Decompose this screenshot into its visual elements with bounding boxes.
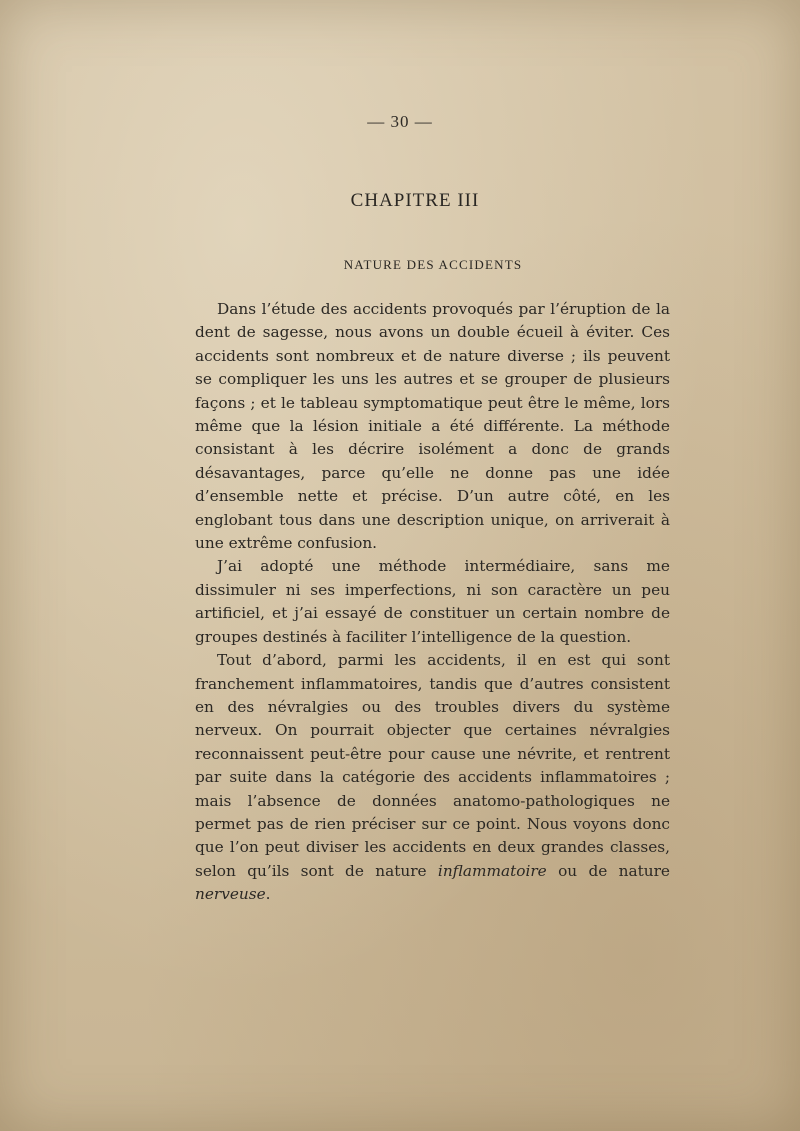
paragraph-2: J’ai adopté une méthode intermédiaire, sans me dissimuler ni ses imperfections, ni son caractère un peu artificiel, et j’ai essayé de constituer un certain nombre de groupes destinés à faciliter l’intelligence de la question. bbox=[195, 557, 670, 646]
emphasis-nerveuse: nerveuse bbox=[195, 885, 266, 904]
paragraph-3-text-before: Tout d’abord, parmi les accidents, il en est qui sont franchement inflammatoires, tandis que d’autres consistent en des névralgies ou des troubles divers du système nerveux. On pourrait objecter que certaines névralgies reconnaissent peut-être pour cause une névrite, et rentrent par suite dans la catégorie des accidents inflammatoires ; mais l’absence de données anatomo-pathologiques ne permet pas de rien préciser sur ce point. Nous voyons donc que l’on peut diviser les accidents en deux grandes classes, selon qu’ils sont de nature bbox=[195, 651, 670, 880]
paragraph-1: Dans l’étude des accidents provoqués par l’éruption de la dent de sagesse, nous avons un double écueil à éviter. Ces accidents sont nombreux et de nature diverse ; ils peuvent se compliquer les uns les autres et se grouper de plusieurs façons ; et le tableau symptomatique peut être le même, lors même que la lésion initiale a été différente. La méthode consistant à les décrire isolément a donc de grands désavantages, parce qu’elle ne donne pas une idée d’ensemble nette et précise. D’un autre côté, en les englobant tous dans une description unique, on arriverait à une extrême confusion. bbox=[195, 300, 670, 553]
paragraph-3-text-after: . bbox=[265, 885, 271, 904]
section-title: NATURE DES ACCIDENTS bbox=[343, 257, 523, 272]
emphasis-inflammatoire: inflammatoire bbox=[437, 861, 547, 880]
body-text bbox=[195, 298, 670, 907]
paragraph-3-text-middle: ou de nature bbox=[546, 861, 670, 880]
paragraph-3 bbox=[195, 649, 670, 906]
chapter-title: CHAPITRE III bbox=[350, 190, 480, 211]
page-number: — 30 — bbox=[367, 112, 433, 131]
